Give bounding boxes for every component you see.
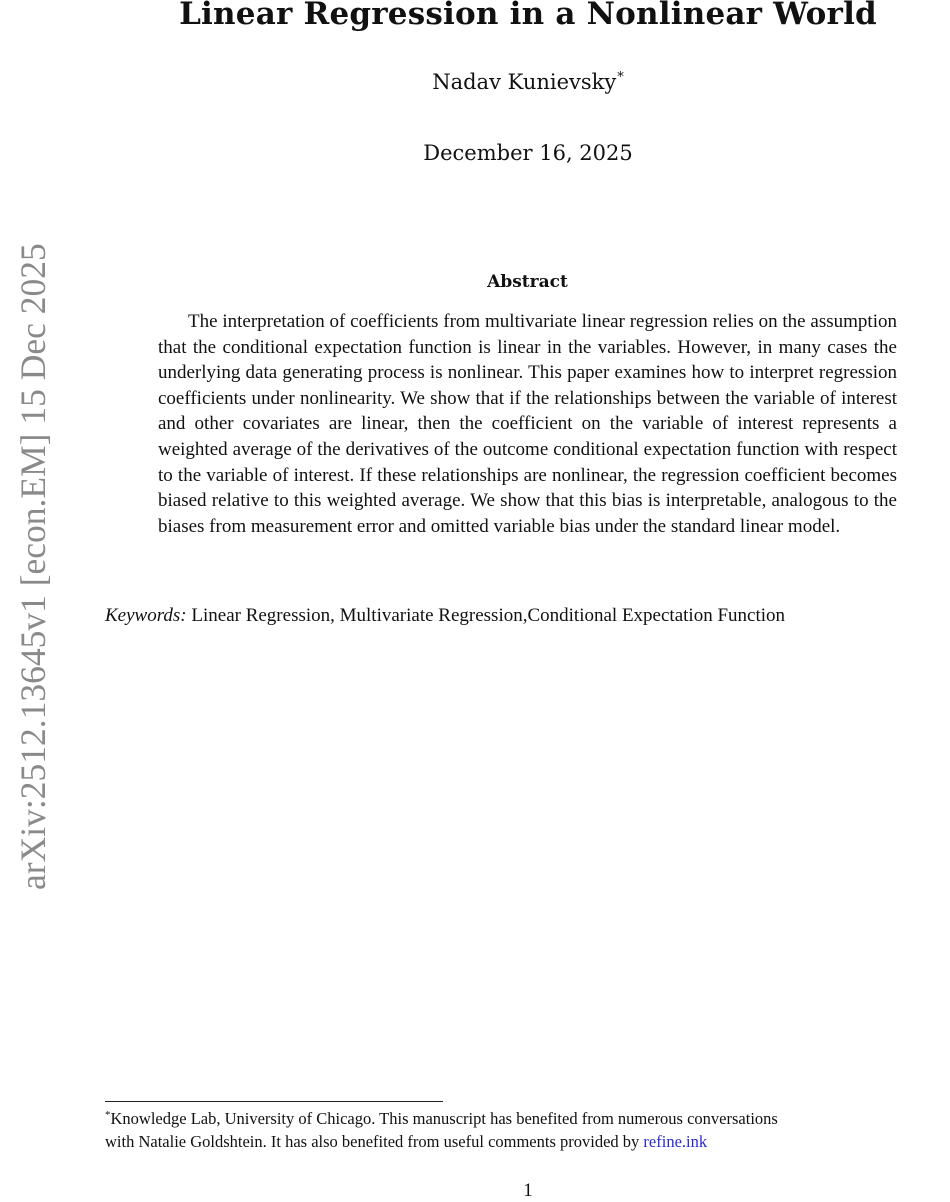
abstract-body: The interpretation of coefficients from multivariate linear regression relies on the assumption that the conditional expectation function is linear in the variables. However, in many cases the underlying data generating process is nonlinear. This paper examines how to interpret regression coefficients under nonlinearity. We show that if the relationships between the variable of interest and other covariates are linear, then the coefficient on the variable of interest represents a weighted average of the derivatives of the outcome conditional expectation function with respect to the variable of interest. If these relationships are nonlinear, the regression coefficient becomes biased relative to this weighted average. We show that this bias is interpretable, analogous to the biases from measurement error and omitted variable bias under the standard linear model. [158,311,897,537]
footnote-line-1 [105,1104,950,1130]
footnote-line-2 [105,1130,950,1153]
keywords-label: Keywords: [105,605,187,626]
footnote-mark: * [105,1109,111,1121]
author-footnote-mark[interactable]: * [617,70,624,85]
keywords-line [105,605,785,627]
footnote-divider [105,1101,443,1102]
abstract-heading: Abstract [487,272,568,292]
paper-title [0,0,950,32]
publication-date: December 16, 2025 [423,141,633,165]
arxiv-identifier-stamp: arXiv:2512.13645v1 [econ.EM] 15 Dec 2025 [13,243,53,890]
refine-ink-link[interactable]: refine.ink [643,1132,708,1151]
author-line [0,70,950,94]
page-number: 1 [523,1180,533,1201]
footnote [105,1104,950,1153]
keywords-text: Linear Regression, Multivariate Regression,Conditional Expectation Function [191,605,786,626]
footnote-affiliation-text: Knowledge Lab, University of Chicago. This manuscript has benefited from numerous conversations [110,1109,778,1128]
author-name: Nadav Kunievsky [432,70,617,94]
footnote-acknowledgement-text: with Natalie Goldshtein. It has also benefited from useful comments provided by [105,1132,644,1151]
paper-title-text: Linear Regression in a Nonlinear World [179,0,877,32]
